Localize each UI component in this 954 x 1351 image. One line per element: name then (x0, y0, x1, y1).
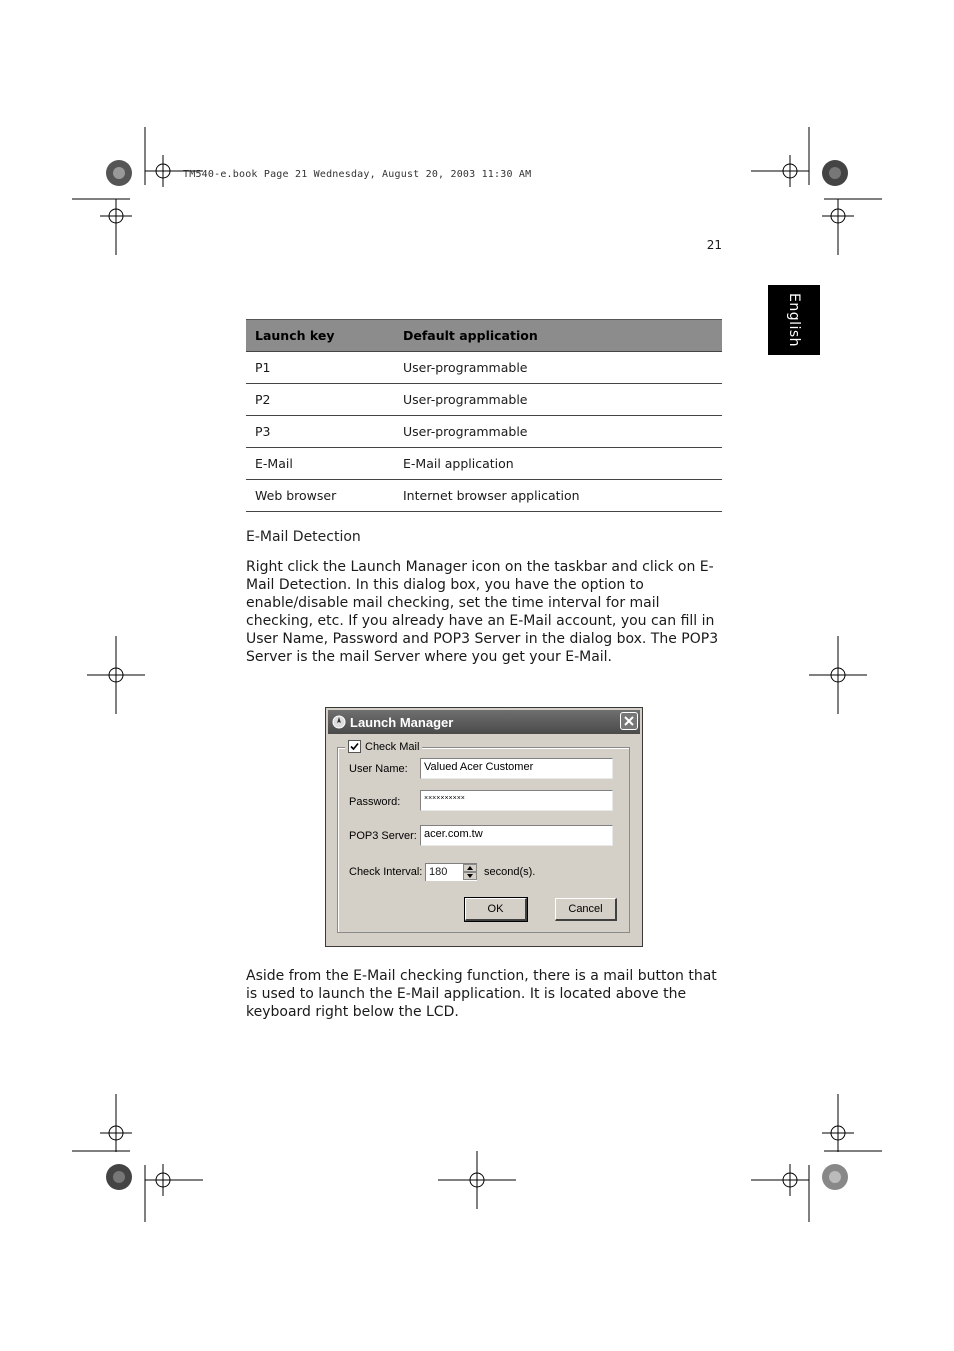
close-button[interactable] (620, 712, 638, 730)
table-header-row (246, 320, 722, 352)
table-cell: P1 (246, 352, 394, 384)
check-mail-label: Check Mail (365, 740, 420, 753)
body-paragraph-2: Aside from the E-Mail checking function, there is a mail button that is used to launch the E-Mail application. It is located above the keyboard right below the LCD. (246, 968, 717, 1020)
stepper-down-button[interactable] (463, 872, 477, 880)
password-label: Password: (349, 796, 401, 808)
table-cell: E-Mail application (394, 448, 722, 480)
language-tab (768, 285, 820, 355)
table-cell: User-programmable (394, 352, 722, 384)
table-row (246, 352, 722, 384)
password-input[interactable]: ×××××××××× (420, 790, 613, 811)
ok-button[interactable]: OK (465, 898, 527, 921)
table-cell: P3 (246, 416, 394, 448)
arrow-up-icon (467, 866, 473, 870)
stepper-buttons (463, 864, 477, 880)
table-cell: P2 (246, 384, 394, 416)
check-interval-label: Check Interval: (349, 866, 423, 878)
check-interval-stepper[interactable] (425, 863, 477, 881)
stepper-up-button[interactable] (463, 864, 477, 872)
launch-manager-dialog (325, 707, 643, 947)
check-mail-legend (345, 740, 422, 753)
launch-key-table (246, 319, 722, 512)
checkmark-icon (350, 742, 359, 751)
check-interval-value: 180 (429, 866, 448, 878)
table-cell: Web browser (246, 480, 394, 512)
user-name-label: User Name: (349, 763, 408, 775)
table-cell: User-programmable (394, 384, 722, 416)
running-head: TM540-e.book Page 21 Wednesday, August 20, 2003 11:30 AM (183, 169, 532, 180)
close-icon (623, 715, 635, 727)
launch-manager-icon (332, 715, 346, 729)
table-row (246, 448, 722, 480)
interval-unit-label: second(s). (484, 866, 536, 878)
table-row (246, 384, 722, 416)
user-name-input[interactable]: Valued Acer Customer (420, 758, 613, 779)
cancel-button[interactable]: Cancel (555, 898, 617, 921)
table-row (246, 416, 722, 448)
page-number: 21 (706, 238, 722, 252)
column-header-default-application: Default application (394, 320, 722, 352)
dialog-title: Launch Manager (350, 714, 454, 730)
table-cell: E-Mail (246, 448, 394, 480)
arrow-down-icon (467, 874, 473, 878)
table-cell: User-programmable (394, 416, 722, 448)
check-mail-checkbox[interactable] (348, 740, 361, 753)
table-row (246, 480, 722, 512)
body-paragraph-1: Right click the Launch Manager icon on the taskbar and click on E-Mail Detection. In this dialog box, you have the option to enable/disable mail checking, set the time interval for mail checking, etc. If you already have an E-Mail account, you can fill in User Name, Password and POP3 Server in the dialog box. The POP3 Server is the mail Server where you get your E-Mail. (246, 559, 719, 665)
column-header-launch-key: Launch key (246, 320, 394, 352)
dialog-titlebar[interactable] (328, 710, 640, 734)
section-heading: E-Mail Detection (246, 529, 361, 545)
pop3-server-input[interactable]: acer.com.tw (420, 825, 613, 846)
table-cell: Internet browser application (394, 480, 722, 512)
language-tab-label: English (786, 292, 802, 348)
pop3-server-label: POP3 Server: (349, 830, 417, 842)
